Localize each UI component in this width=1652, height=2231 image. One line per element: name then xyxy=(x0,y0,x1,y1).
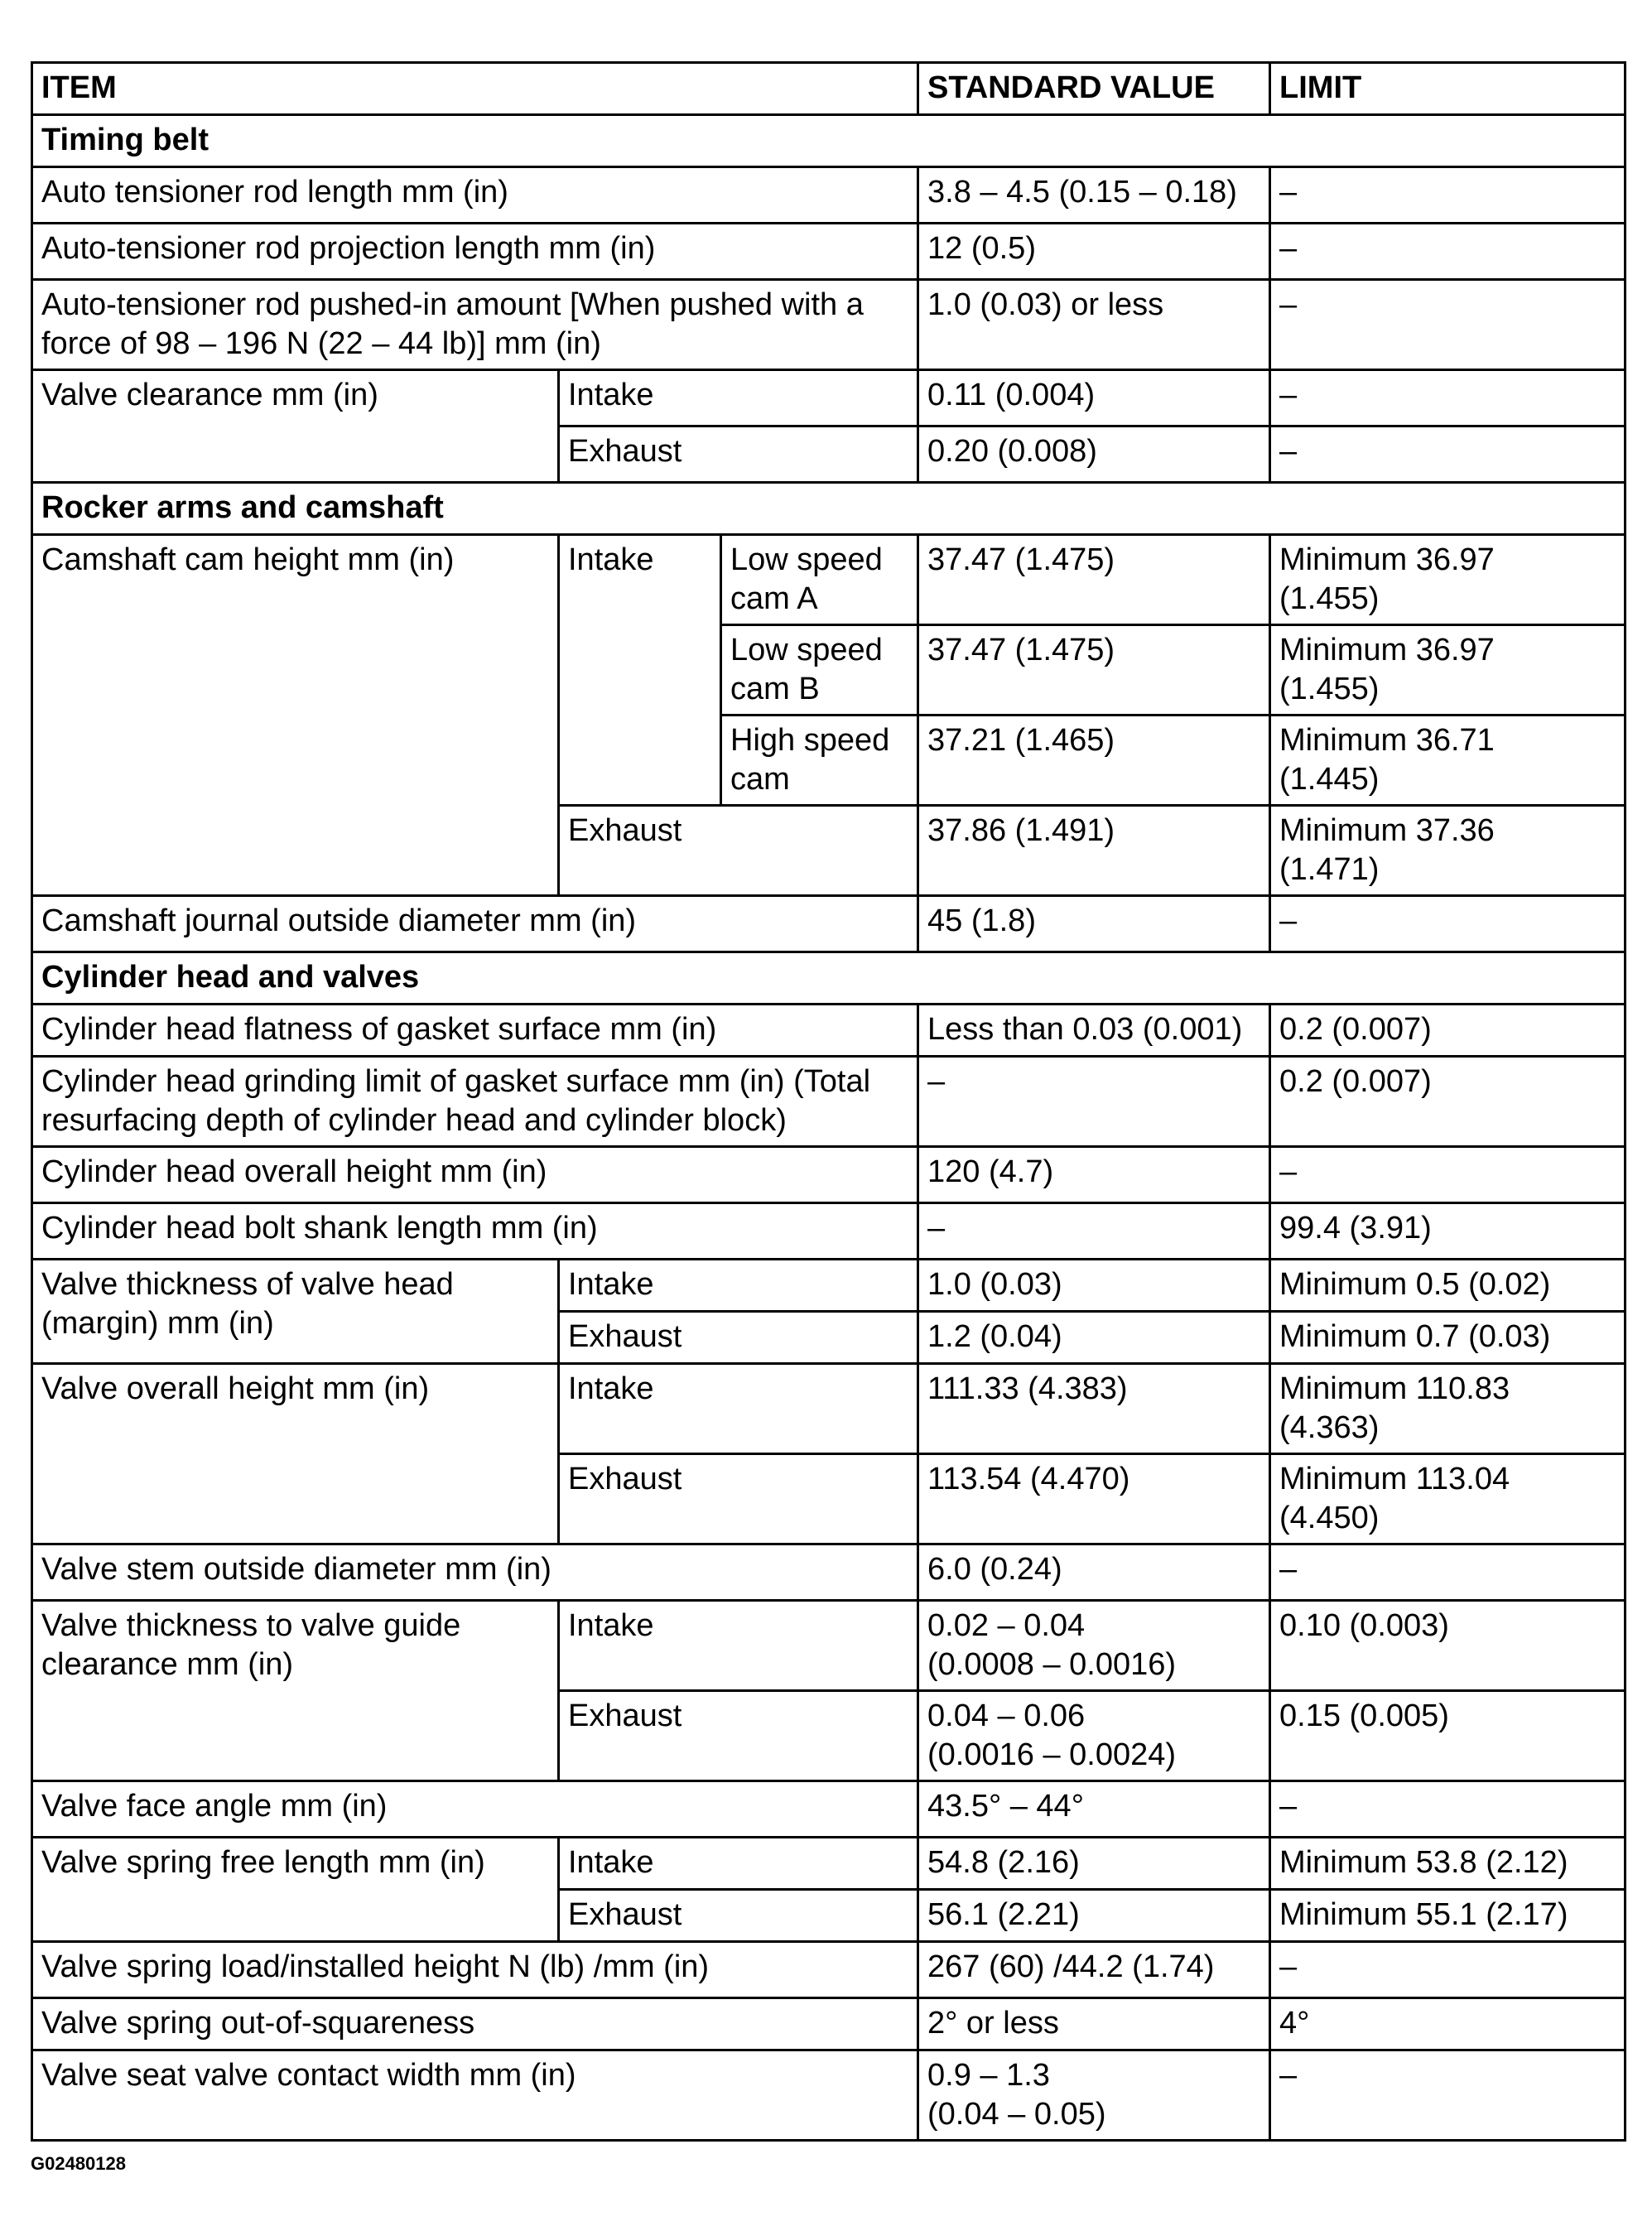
table-row xyxy=(32,1838,1626,1890)
standard-value: 37.47 (1.475) xyxy=(918,625,1270,716)
sub-item-label: Intake xyxy=(559,1601,918,1691)
sub-item-label: Exhaust xyxy=(559,426,918,483)
table-row xyxy=(32,224,1626,280)
standard-value: 120 (4.7) xyxy=(918,1147,1270,1203)
standard-value: 0.02 – 0.04 (0.0008 – 0.0016) xyxy=(918,1601,1270,1691)
table-row xyxy=(32,1601,1626,1691)
item-label: Cylinder head grinding limit of gasket surface mm (in) (Total resurfacing depth of cylinder head and cylinder block) xyxy=(32,1057,918,1147)
item-label: Valve spring out-of-squareness xyxy=(32,1998,918,2050)
limit-value: Minimum 36.71 (1.445) xyxy=(1270,716,1626,806)
standard-value: 56.1 (2.21) xyxy=(918,1890,1270,1942)
standard-value: 0.11 (0.004) xyxy=(918,370,1270,426)
standard-value: 1.0 (0.03) or less xyxy=(918,280,1270,370)
standard-value: – xyxy=(918,1057,1270,1147)
limit-value: Minimum 55.1 (2.17) xyxy=(1270,1890,1626,1942)
header-limit: LIMIT xyxy=(1270,63,1626,115)
limit-value: 0.15 (0.005) xyxy=(1270,1691,1626,1781)
cam-label: High speed cam xyxy=(721,716,918,806)
standard-value: 2° or less xyxy=(918,1998,1270,2050)
standard-value: 43.5° – 44° xyxy=(918,1781,1270,1838)
standard-value: 0.9 – 1.3 (0.04 – 0.05) xyxy=(918,2050,1270,2141)
standard-value: 54.8 (2.16) xyxy=(918,1838,1270,1890)
item-label: Valve thickness to valve guide clearance mm (in) xyxy=(32,1601,559,1781)
table-row xyxy=(32,167,1626,224)
table-row xyxy=(32,896,1626,952)
limit-value: – xyxy=(1270,896,1626,952)
standard-value: Less than 0.03 (0.001) xyxy=(918,1005,1270,1057)
sub-item-label: Exhaust xyxy=(559,1312,918,1364)
section-title: Timing belt xyxy=(32,115,1626,167)
item-label: Auto tensioner rod length mm (in) xyxy=(32,167,918,224)
limit-value: 4° xyxy=(1270,1998,1626,2050)
limit-value: 99.4 (3.91) xyxy=(1270,1203,1626,1260)
table-row xyxy=(32,370,1626,426)
sub-item-label: Intake xyxy=(559,370,918,426)
standard-value: 6.0 (0.24) xyxy=(918,1544,1270,1601)
item-label: Valve face angle mm (in) xyxy=(32,1781,918,1838)
sub-item-label: Exhaust xyxy=(559,1454,918,1544)
table-row xyxy=(32,535,1626,625)
limit-value: – xyxy=(1270,224,1626,280)
header-item: ITEM xyxy=(32,63,918,115)
table-row xyxy=(32,2050,1626,2141)
item-label: Cylinder head overall height mm (in) xyxy=(32,1147,918,1203)
limit-value: – xyxy=(1270,1147,1626,1203)
item-label: Auto-tensioner rod projection length mm (in) xyxy=(32,224,918,280)
item-label: Camshaft cam height mm (in) xyxy=(32,535,559,896)
item-label: Cylinder head flatness of gasket surface mm (in) xyxy=(32,1005,918,1057)
standard-value: 45 (1.8) xyxy=(918,896,1270,952)
standard-value: 113.54 (4.470) xyxy=(918,1454,1270,1544)
limit-value: 0.2 (0.007) xyxy=(1270,1005,1626,1057)
table-row xyxy=(32,1147,1626,1203)
cam-label: Low speed cam B xyxy=(721,625,918,716)
item-label: Valve seat valve contact width mm (in) xyxy=(32,2050,918,2141)
limit-value: Minimum 113.04 (4.450) xyxy=(1270,1454,1626,1544)
limit-value: 0.10 (0.003) xyxy=(1270,1601,1626,1691)
limit-value: Minimum 36.97 (1.455) xyxy=(1270,535,1626,625)
sub-item-label: Exhaust xyxy=(559,1890,918,1942)
item-label: Valve overall height mm (in) xyxy=(32,1364,559,1544)
standard-value: 0.04 – 0.06 (0.0016 – 0.0024) xyxy=(918,1691,1270,1781)
section-title: Cylinder head and valves xyxy=(32,952,1626,1005)
table-row xyxy=(32,1942,1626,1998)
limit-value: Minimum 0.5 (0.02) xyxy=(1270,1260,1626,1312)
item-label: Cylinder head bolt shank length mm (in) xyxy=(32,1203,918,1260)
limit-value: Minimum 110.83 (4.363) xyxy=(1270,1364,1626,1454)
table-row xyxy=(32,1260,1626,1312)
figure-code: G02480128 xyxy=(31,2153,126,2174)
standard-value: 1.0 (0.03) xyxy=(918,1260,1270,1312)
standard-value: – xyxy=(918,1203,1270,1260)
sub-item-label: Exhaust xyxy=(559,806,918,896)
sub-item-label: Intake xyxy=(559,1364,918,1454)
header-standard-value: STANDARD VALUE xyxy=(918,63,1270,115)
sub-item-label: Intake xyxy=(559,1260,918,1312)
standard-value: 37.21 (1.465) xyxy=(918,716,1270,806)
section-title: Rocker arms and camshaft xyxy=(32,483,1626,535)
standard-value: 111.33 (4.383) xyxy=(918,1364,1270,1454)
standard-value: 267 (60) /44.2 (1.74) xyxy=(918,1942,1270,1998)
limit-value: – xyxy=(1270,1781,1626,1838)
limit-value: Minimum 37.36 (1.471) xyxy=(1270,806,1626,896)
header-row xyxy=(32,63,1626,115)
table-row xyxy=(32,1203,1626,1260)
standard-value: 37.47 (1.475) xyxy=(918,535,1270,625)
item-label: Valve stem outside diameter mm (in) xyxy=(32,1544,918,1601)
limit-value: – xyxy=(1270,167,1626,224)
item-label: Valve thickness of valve head (margin) mm (in) xyxy=(32,1260,559,1364)
limit-value: – xyxy=(1270,1942,1626,1998)
limit-value: 0.2 (0.007) xyxy=(1270,1057,1626,1147)
limit-value: Minimum 0.7 (0.03) xyxy=(1270,1312,1626,1364)
limit-value: Minimum 36.97 (1.455) xyxy=(1270,625,1626,716)
standard-value: 3.8 – 4.5 (0.15 – 0.18) xyxy=(918,167,1270,224)
section-row-rocker-arms xyxy=(32,483,1626,535)
table-row xyxy=(32,1781,1626,1838)
sub-item-label: Intake xyxy=(559,535,721,806)
section-row-timing-belt xyxy=(32,115,1626,167)
spec-table xyxy=(31,61,1626,2142)
limit-value: – xyxy=(1270,426,1626,483)
standard-value: 1.2 (0.04) xyxy=(918,1312,1270,1364)
item-label: Camshaft journal outside diameter mm (in) xyxy=(32,896,918,952)
section-row-cylinder-head xyxy=(32,952,1626,1005)
limit-value: – xyxy=(1270,2050,1626,2141)
table-row xyxy=(32,280,1626,370)
standard-value: 37.86 (1.491) xyxy=(918,806,1270,896)
sub-item-label: Exhaust xyxy=(559,1691,918,1781)
cam-label: Low speed cam A xyxy=(721,535,918,625)
sub-item-label: Intake xyxy=(559,1838,918,1890)
item-label: Valve spring load/installed height N (lb) /mm (in) xyxy=(32,1942,918,1998)
item-label: Auto-tensioner rod pushed-in amount [When pushed with a force of 98 – 196 N (22 – 44 lb)] mm (in) xyxy=(32,280,918,370)
standard-value: 12 (0.5) xyxy=(918,224,1270,280)
item-label: Valve clearance mm (in) xyxy=(32,370,559,483)
limit-value: Minimum 53.8 (2.12) xyxy=(1270,1838,1626,1890)
table-row xyxy=(32,1998,1626,2050)
table-row xyxy=(32,1364,1626,1454)
limit-value: – xyxy=(1270,370,1626,426)
table-row xyxy=(32,1544,1626,1601)
limit-value: – xyxy=(1270,1544,1626,1601)
table-row xyxy=(32,1057,1626,1147)
standard-value: 0.20 (0.008) xyxy=(918,426,1270,483)
item-label: Valve spring free length mm (in) xyxy=(32,1838,559,1942)
table-row xyxy=(32,1005,1626,1057)
limit-value: – xyxy=(1270,280,1626,370)
